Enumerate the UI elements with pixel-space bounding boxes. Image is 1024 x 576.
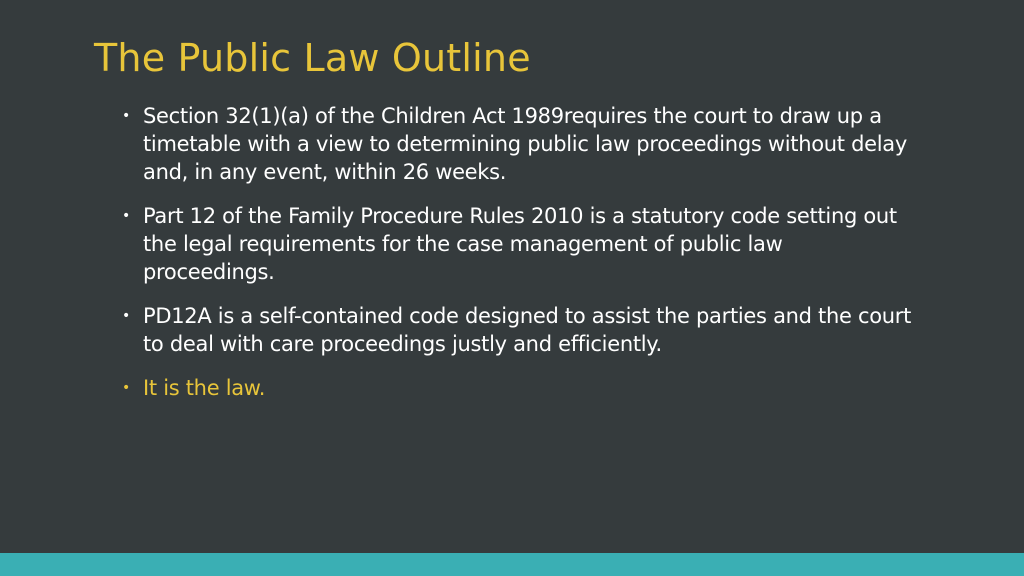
slide-title: The Public Law Outline [94,36,531,80]
bullet-text: Part 12 of the Family Procedure Rules 2010 is a statutory code setting out the legal requirements for the case management of public law proceedings. [143,204,897,284]
bullet-list [122,102,912,418]
bullet-item [122,102,912,186]
bullet-text: It is the law. [143,376,266,400]
bullet-dot-icon: • [122,380,130,396]
bullet-dot-icon: • [122,108,130,124]
bullet-dot-icon: • [122,208,130,224]
bullet-item [122,302,912,358]
bullet-item [122,202,912,286]
bullet-item-highlighted [122,374,912,402]
bullet-text: Section 32(1)(a) of the Children Act 1989requires the court to draw up a timetable with a view to determining public law proceedings without delay and, in any event, within 26 weeks. [143,104,907,184]
bullet-text: PD12A is a self-contained code designed to assist the parties and the court to deal with care proceedings justly and efficiently. [143,304,912,356]
footer-accent-bar [0,553,1024,576]
bullet-dot-icon: • [122,308,130,324]
